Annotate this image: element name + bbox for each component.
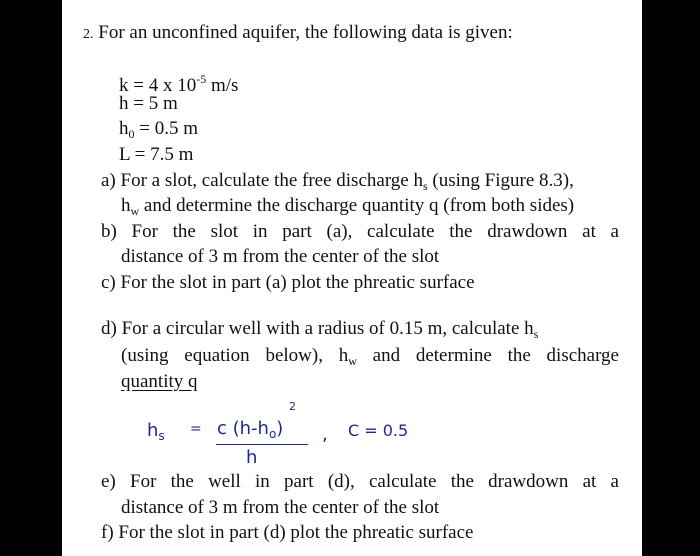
given-h0: $h_0 = 0.5$ m [119,118,198,141]
problem-heading [83,22,513,46]
part-d-line-3: quantity q [121,371,198,392]
problem-heading-text: For an unconfined aquifer, the following data is given: [98,22,513,43]
part-c-line-1: c) For the slot in part (a) plot the phreatic surface [101,272,475,293]
equation-exponent: 2 [289,400,296,413]
equation-constant: C = 0.5 [348,421,409,440]
part-d-line-2: (using equation below), $h_w$ and determine the discharge [121,345,619,368]
given-k: k = 4 x $10^{-5}$ m/s [119,72,239,96]
part-b-line-1: b) For the slot in part (a), calculate the drawdown at a [101,221,619,242]
equation-denominator: h [246,447,258,468]
equation-lhs: $h_s$ [147,420,165,443]
part-f-line-1: f) For the slot in part (d) plot the phreatic surface [101,522,474,543]
given-L: L = 7.5 m [119,144,194,165]
part-a-line-1: a) For a slot, calculate the free discharge $h_s$ (using Figure 8.3), [101,170,574,193]
part-e-line-2: distance of 3 m from the center of the slot [121,497,440,518]
part-d-line-1: d) For a circular well with a radius of 0.15 m, calculate $h_s$ [101,318,539,341]
equation-equals: = [190,421,202,437]
equation-numerator: c $(h-h_o)$ [217,418,284,441]
part-b-line-2: distance of 3 m from the center of the slot [121,246,440,267]
given-h: h = 5 m [119,93,178,114]
problem-number: 2. [83,27,94,42]
equation-comma: , [322,424,328,445]
part-e-line-1: e) For the well in part (d), calculate the drawdown at a [101,471,619,492]
part-a-line-2: $h_w$ and determine the discharge quantity q (from both sides) [121,195,575,218]
fraction-bar [216,444,308,445]
